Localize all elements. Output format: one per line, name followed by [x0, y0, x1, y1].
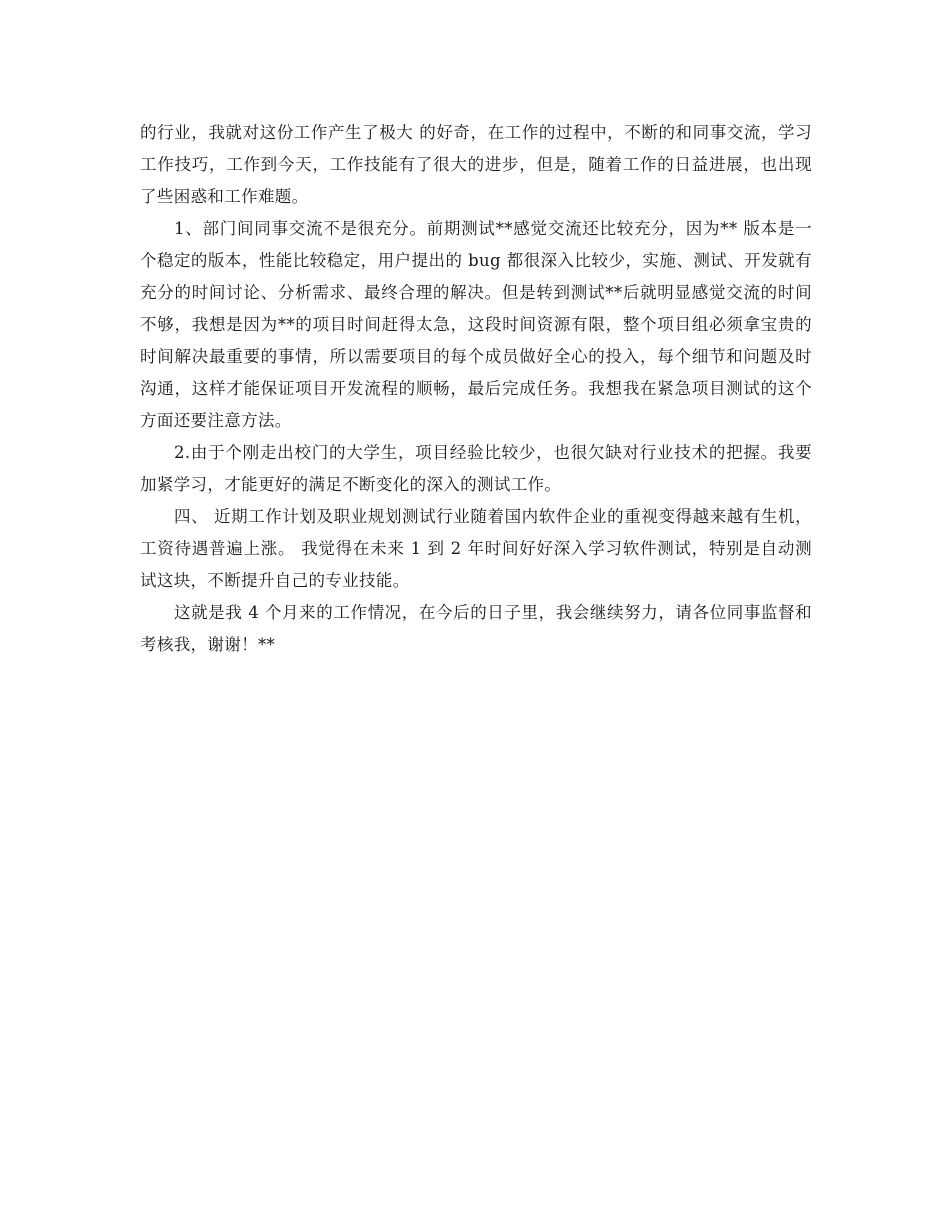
document-body — [140, 117, 812, 661]
paragraph-closing: 这就是我 4 个月来的工作情况，在今后的日子里，我会继续努力，请各位同事监督和考核我，谢谢！** — [140, 603, 812, 654]
paragraph-experience-issue: 2.由于个刚走出校门的大学生，项目经验比较少，也很欠缺对行业技术的把握。我要加紧学习，才能更好的满足不断变化的深入的测试工作。 — [140, 443, 812, 494]
paragraph-work-plan: 四、 近期工作计划及职业规划测试行业随着国内软件企业的重视变得越来越有生机，工资待遇普遍上涨。 我觉得在未来 1 到 2 年时间好好深入学习软件测试，特别是自动测试这块，不断提升自己的专业技能。 — [140, 507, 812, 590]
paragraph-communication-issue: 1、部门间同事交流不是很充分。前期测试**感觉交流还比较充分，因为** 版本是一个稳定的版本，性能比较稳定，用户提出的 bug 都很深入比较少，实施、测试、开发就有充分的时间讨论、分析需求、最终合理的解决。但是转到测试**后就明显感觉交流的时间不够，我想是因为**的项目时间赶得太急，这段时间资源有限，整个项目组必须拿宝贵的时间解决最重要的事情，所以需要项目的每个成员做好全心的投入，每个细节和问题及时沟通，这样才能保证项目开发流程的顺畅，最后完成任务。我想我在紧急项目测试的这个方面还要注意方法。 — [140, 219, 812, 430]
paragraph-continuation: 的行业，我就对这份工作产生了极大 的好奇，在工作的过程中，不断的和同事交流，学习工作技巧，工作到今天，工作技能有了很大的进步，但是，随着工作的日益进展，也出现了些困惑和工作难题。 — [140, 123, 812, 206]
